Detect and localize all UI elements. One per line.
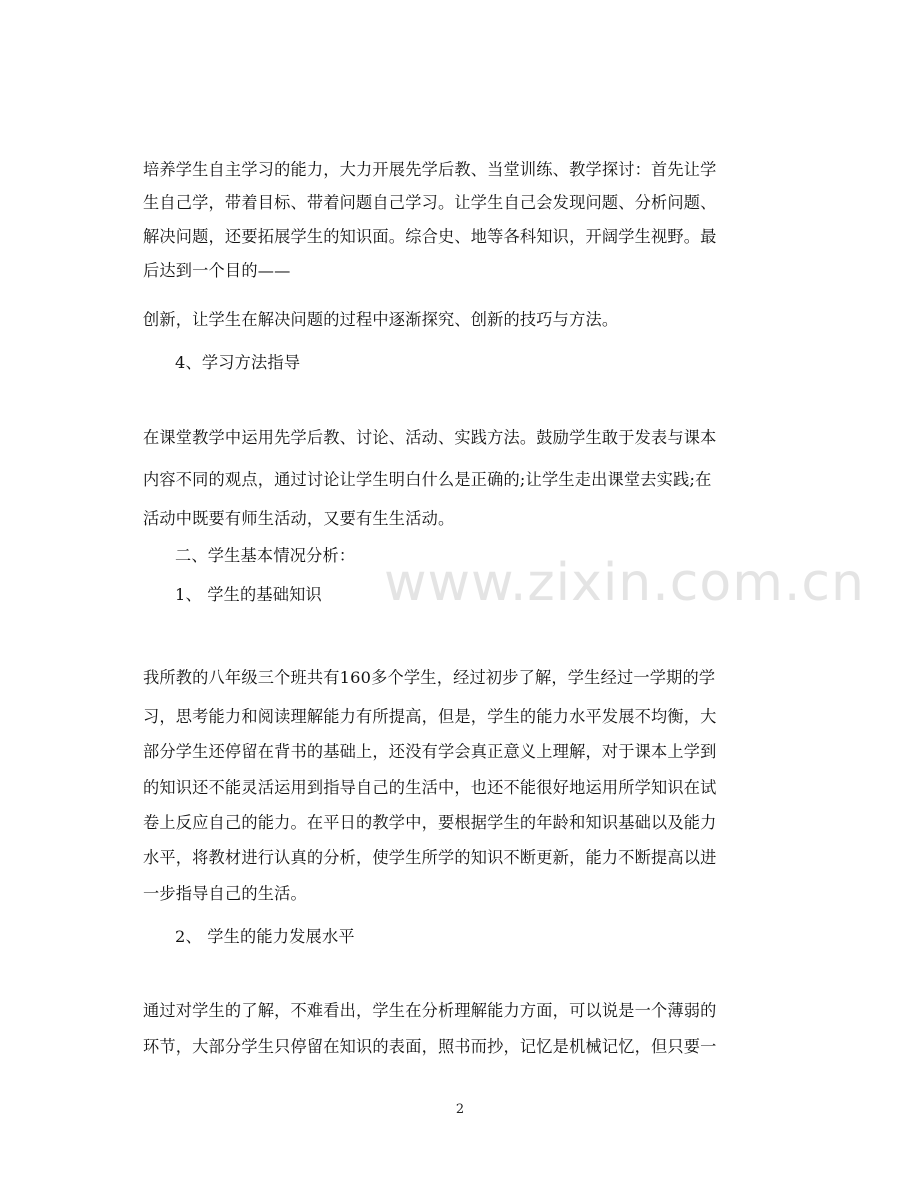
watermark: www.zixin.com.cn — [384, 553, 865, 613]
paragraph-line: 环节，大部分学生只停留在知识的表面，照书而抄，记忆是机械记忆，但只要一 — [143, 1037, 717, 1056]
paragraph-line: 活动中既要有师生活动，又要有生生活动。 — [143, 509, 455, 528]
paragraph-line: 通过对学生的了解，不难看出，学生在分析理解能力方面，可以说是一个薄弱的 — [143, 1001, 717, 1020]
paragraph-line: 创新，让学生在解决问题的过程中逐渐探究、创新的技巧与方法。 — [143, 310, 619, 329]
paragraph-line: 水平，将教材进行认真的分析，使学生所学的知识不断更新，能力不断提高以进 — [143, 848, 717, 867]
paragraph-line: 习，思考能力和阅读理解能力有所提高，但是，学生的能力水平发展不均衡，大 — [143, 707, 717, 726]
paragraph-line: 解决问题，还要拓展学生的知识面。综合史、地等各科知识，开阔学生视野。最 — [143, 227, 717, 246]
section-heading: 4、学习方法指导 — [175, 353, 301, 372]
paragraph-line: 卷上反应自己的能力。在平日的教学中，要根据学生的年龄和知识基础以及能力 — [143, 813, 717, 832]
paragraph-line: 我所教的八年级三个班共有160多个学生，经过初步了解，学生经过一学期的学 — [143, 668, 716, 687]
section-heading: 2、 学生的能力发展水平 — [175, 927, 355, 946]
paragraph-line: 培养学生自主学习的能力，大力开展先学后教、当堂训练、教学探讨：首先让学 — [143, 160, 717, 179]
paragraph-line: 的知识还不能灵活运用到指导自己的生活中，也还不能很好地运用所学知识在试 — [143, 778, 717, 797]
paragraph-line: 一步指导自己的生活。 — [143, 884, 307, 903]
section-heading: 1、 学生的基础知识 — [175, 585, 322, 604]
paragraph-line: 后达到一个目的—— — [143, 261, 291, 280]
paragraph-line: 内容不同的观点，通过讨论让学生明白什么是正确的;让学生走出课堂去实践;在 — [143, 470, 712, 489]
paragraph-line: 部分学生还停留在背书的基础上，还没有学会真正意义上理解，对于课本上学到 — [143, 742, 717, 761]
section-heading: 二、学生基本情况分析： — [175, 546, 356, 565]
page-number: 2 — [455, 1102, 465, 1117]
paragraph-line: 在课堂教学中运用先学后教、讨论、活动、实践方法。鼓励学生敢于发表与课本 — [143, 428, 717, 447]
paragraph-line: 生自己学，带着目标、带着问题自己学习。让学生自己会发现问题、分析问题、 — [143, 193, 717, 212]
